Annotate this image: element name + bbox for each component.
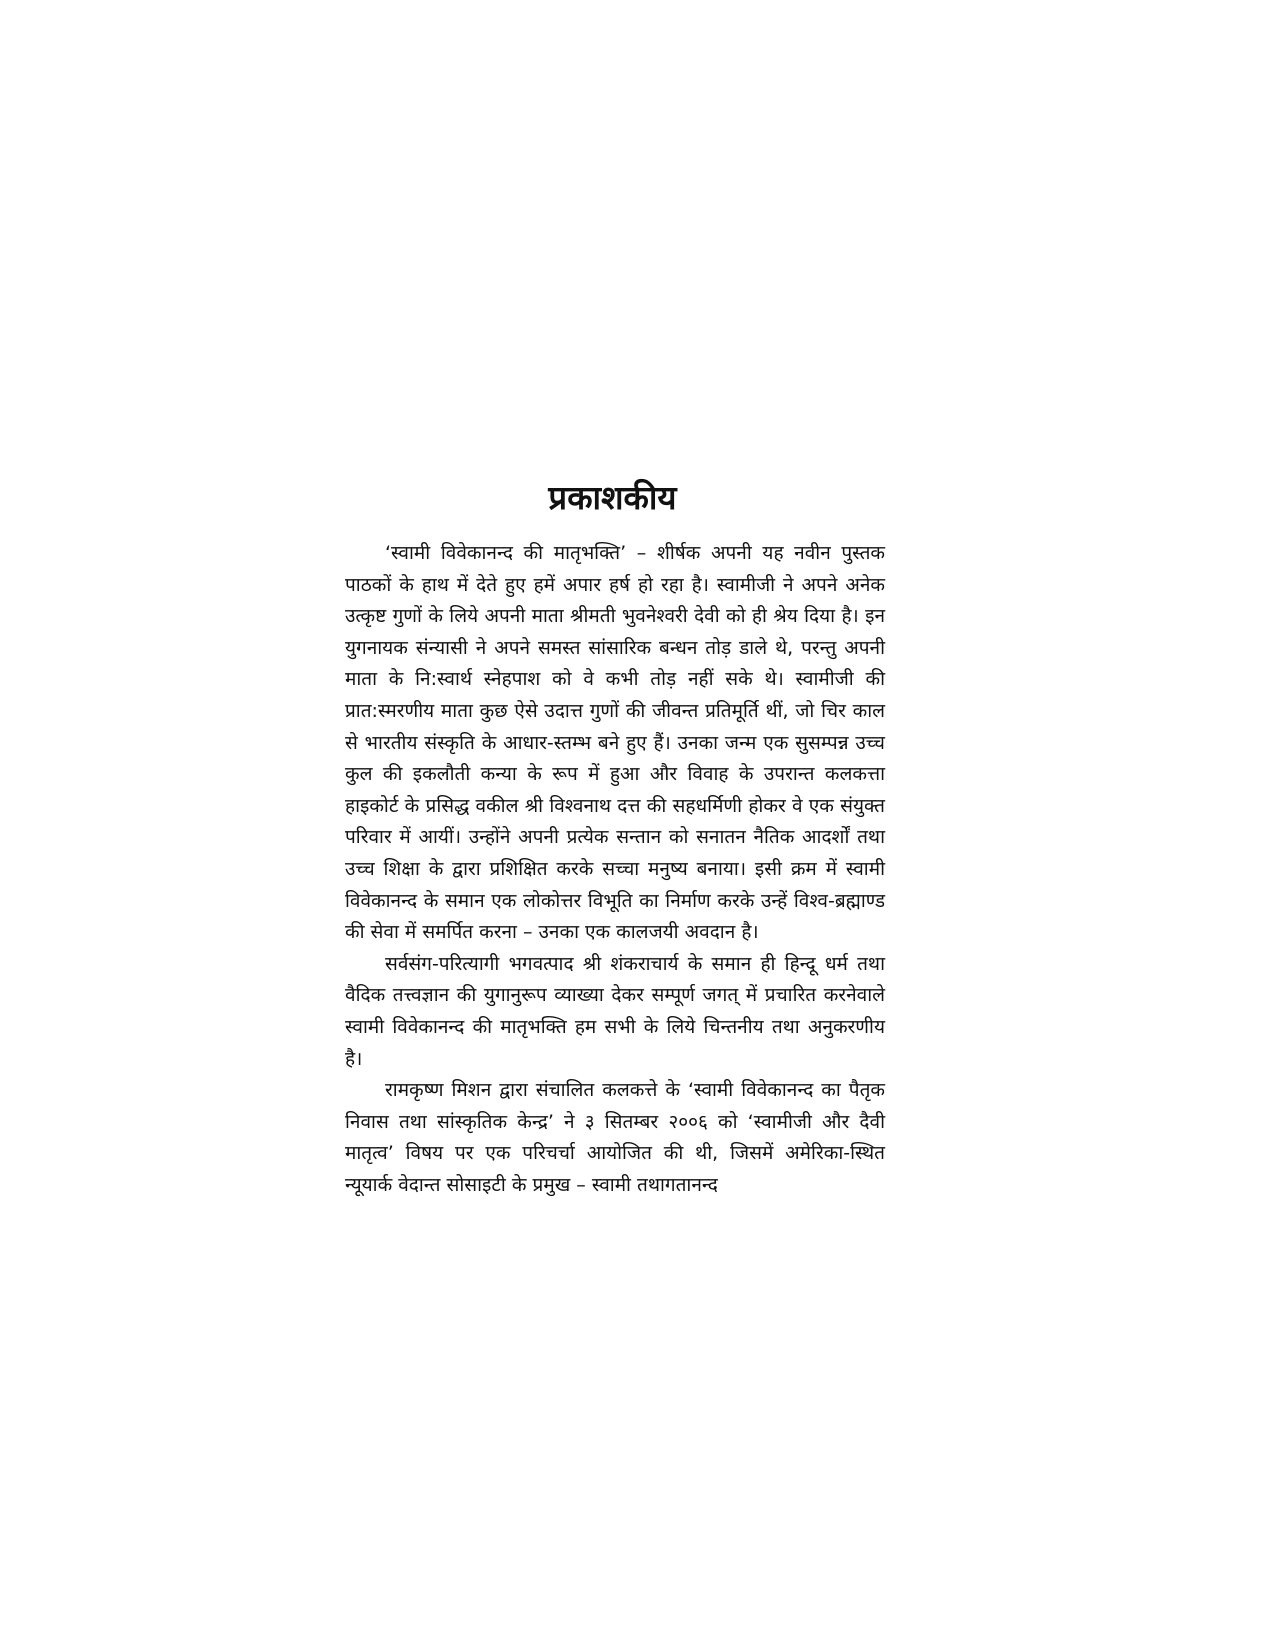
- body-text: [345, 538, 885, 1201]
- paragraph-3: रामकृष्ण मिशन द्वारा संचालित कलकत्ते के ‘स्वामी विवेकानन्द का पैतृक निवास तथा सांस्कृतिक केन्द्र’ ने ३ सितम्बर २००६ को ‘स्वामीजी और दैवी मातृत्व’ विषय पर एक परिचर्चा आयोजित की थी, जिसमें अमेरिका-स्थित न्यूयार्क वेदान्त सोसाइटी के प्रमुख – स्वामी तथागतानन्द: [345, 1079, 885, 1196]
- page-title: प्रकाशकीय: [548, 478, 677, 517]
- paragraph-1: ‘स्वामी विवेकानन्द की मातृभक्ति’ – शीर्षक अपनी यह नवीन पुस्तक पाठकों के हाथ में देते हुए हमें अपार हर्ष हो रहा है। स्वामीजी ने अपने अनेक उत्कृष्ट गुणों के लिये अपनी माता श्रीमती भुवनेश्वरी देवी को ही श्रेय दिया है। इन युगनायक संन्यासी ने अपने समस्त सांसारिक बन्धन तोड़ डाले थे, परन्तु अपनी माता के नि:स्वार्थ स्नेहपाश को वे कभी तोड़ नहीं सके थे। स्वामीजी की प्रात:स्मरणीय माता कुछ ऐसे उदात्त गुणों की जीवन्त प्रतिमूर्ति थीं, जो चिर काल से भारतीय संस्कृति के आधार-स्तम्भ बने हुए हैं। उनका जन्म एक सुसम्पन्न उच्च कुल की इकलौती कन्या के रूप में हुआ और विवाह के उपरान्त कलकत्ता हाइकोर्ट के प्रसिद्ध वकील श्री विश्वनाथ दत्त की सहधर्मिणी होकर वे एक संयुक्त परिवार में आयीं। उन्होंने अपनी प्रत्येक सन्तान को सनातन नैतिक आदर्शों तथा उच्च शिक्षा के द्वारा प्रशिक्षित करके सच्चा मनुष्य बनाया। इसी क्रम में स्वामी विवेकानन्द के समान एक लोकोत्तर विभूति का निर्माण करके उन्हें विश्व-ब्रह्माण्ड की सेवा में समर्पित करना – उनका एक कालजयी अवदान है।: [345, 542, 885, 944]
- paragraph-2: सर्वसंग-परित्यागी भगवत्पाद श्री शंकराचार्य के समान ही हिन्दू धर्म तथा वैदिक तत्त्वज्ञान की युगानुरूप व्याख्या देकर सम्पूर्ण जगत् में प्रचारित करनेवाले स्वामी विवेकानन्द की मातृभक्ति हम सभी के लिये चिन्तनीय तथा अनुकरणीय है।: [345, 952, 885, 1070]
